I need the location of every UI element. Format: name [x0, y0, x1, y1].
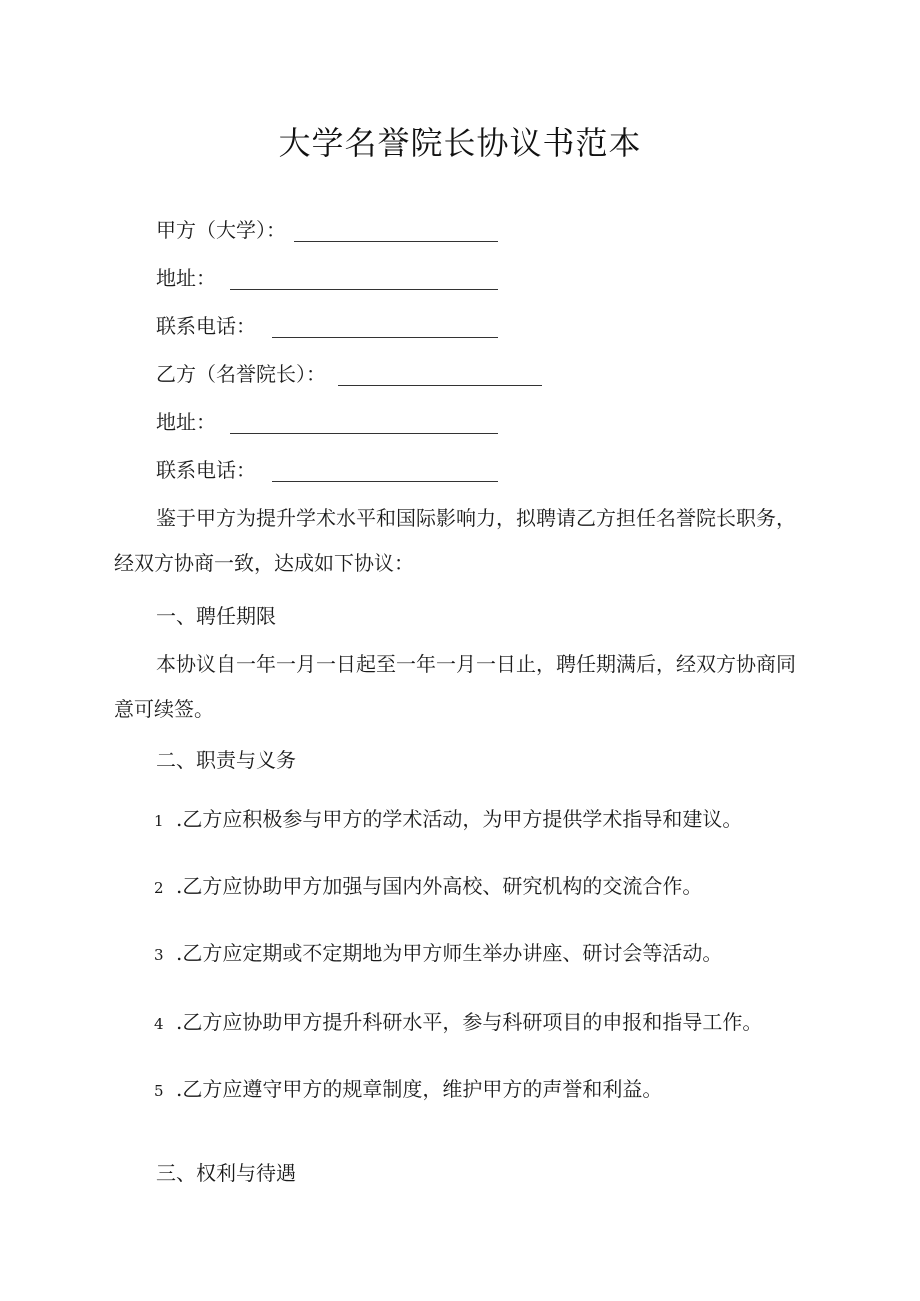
- party-a-phone-label: 联系电话：: [156, 314, 256, 338]
- section-heading-rights: 三、权利与待遇: [156, 1161, 296, 1185]
- duty-item-number: 2: [154, 879, 164, 897]
- party-a-address-blank[interactable]: [230, 271, 498, 290]
- duty-item-number: 1: [154, 812, 164, 830]
- party-b-label: 乙方（名誉院长）：: [156, 362, 326, 386]
- section-heading-duties: 二、职责与义务: [156, 748, 296, 772]
- party-b-phone-label: 联系电话：: [156, 458, 256, 482]
- duty-item: [154, 1010, 762, 1036]
- party-b-field: [156, 362, 542, 386]
- party-b-address-label: 地址：: [156, 410, 216, 434]
- party-a-address-field: [156, 266, 498, 290]
- duty-item-text: .乙方应遵守甲方的规章制度，维护甲方的声誉和利益。: [176, 1077, 663, 1101]
- duty-item-text: .乙方应协助甲方加强与国内外高校、研究机构的交流合作。: [176, 874, 703, 898]
- duty-item-text: .乙方应积极参与甲方的学术活动，为甲方提供学术指导和建议。: [176, 807, 743, 831]
- party-b-phone-field: [156, 458, 498, 482]
- party-a-field: [156, 218, 498, 242]
- duty-item: [154, 807, 742, 833]
- party-a-phone-blank[interactable]: [272, 319, 498, 338]
- duty-item-number: 3: [154, 946, 164, 964]
- party-b-phone-blank[interactable]: [272, 463, 498, 482]
- duty-item-number: 4: [154, 1015, 164, 1033]
- duty-item: [154, 1077, 662, 1103]
- party-a-blank[interactable]: [294, 223, 498, 242]
- duty-item: [154, 874, 702, 900]
- document-title: 大学名誉院长协议书范本: [278, 124, 642, 162]
- section-body-term: 本协议自一年一月一日起至一年一月一日止，聘任期满后，经双方协商同意可续签。: [114, 652, 796, 721]
- party-b-blank[interactable]: [338, 367, 542, 386]
- party-a-phone-field: [156, 314, 498, 338]
- duty-item: [154, 941, 722, 967]
- preamble-paragraph: 鉴于甲方为提升学术水平和国际影响力，拟聘请乙方担任名誉院长职务，经双方协商一致，达成如下协议：: [114, 506, 796, 575]
- party-a-label: 甲方（大学）：: [156, 218, 286, 242]
- duty-item-number: 5: [154, 1082, 164, 1100]
- party-b-address-blank[interactable]: [230, 415, 498, 434]
- party-b-address-field: [156, 410, 498, 434]
- section-heading-term: 一、聘任期限: [156, 604, 276, 628]
- duty-item-text: .乙方应协助甲方提升科研水平，参与科研项目的申报和指导工作。: [176, 1010, 763, 1034]
- party-a-address-label: 地址：: [156, 266, 216, 290]
- duty-item-text: .乙方应定期或不定期地为甲方师生举办讲座、研讨会等活动。: [176, 941, 723, 965]
